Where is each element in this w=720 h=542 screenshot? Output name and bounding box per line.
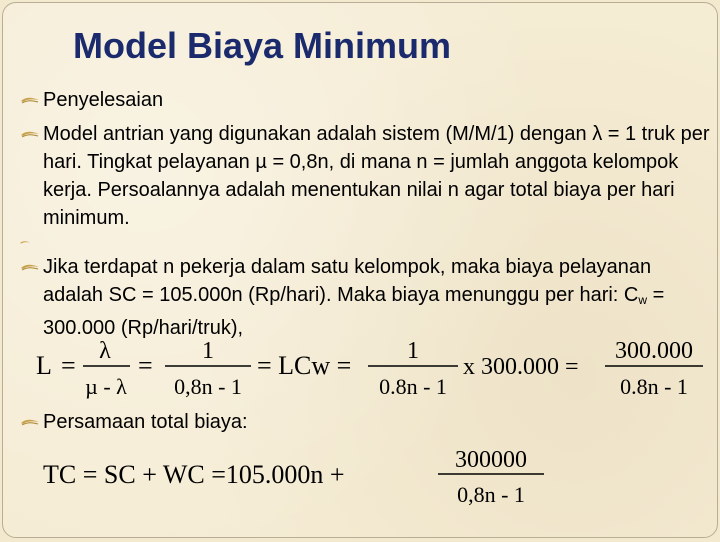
formula-lcw: = LCw =	[257, 351, 352, 380]
fraction2-denominator: 0,8n - 1	[174, 374, 242, 399]
fraction-tc-denominator: 0,8n - 1	[457, 482, 525, 507]
bullet-icon	[19, 239, 31, 247]
formula-total-cost	[41, 443, 561, 513]
bullet-icon	[19, 94, 41, 108]
bullet-icon	[19, 261, 41, 275]
bullet-text: Persamaan total biaya:	[43, 411, 248, 433]
bullet-icon	[19, 128, 41, 142]
bullet-text-end: = 300.000 (Rp/hari/truk),	[43, 284, 665, 339]
slide	[2, 2, 718, 538]
fraction3-denominator: 0.8n - 1	[379, 374, 447, 399]
subscript-w: w	[638, 293, 648, 307]
formula-equals-2: =	[138, 351, 153, 380]
bullet-text: Penyelesaian	[43, 89, 164, 111]
fraction4-denominator: 0.8n - 1	[620, 374, 688, 399]
bullet-empty	[19, 228, 689, 248]
formula-times: x 300.000 =	[463, 354, 579, 380]
bullet-text: Jika terdapat n pekerja dalam satu kelompok, maka biaya pelayanan adalah SC = 105.000n (Rp/hari). Maka biaya menunggu per hari: C	[43, 256, 652, 306]
bullet-persamaan	[19, 408, 689, 436]
fraction-tc-numerator: 300000	[455, 447, 527, 473]
fraction1-numerator: λ	[99, 338, 111, 364]
bullet-icon	[19, 416, 41, 430]
formula-equals: =	[61, 351, 76, 380]
page-title: Model Biaya Minimum	[73, 25, 452, 66]
bullet-penyelesaian	[19, 86, 689, 114]
fraction3-numerator: 1	[407, 338, 419, 364]
formula-queue-length	[33, 333, 713, 403]
formula-tc-lhs: TC = SC + WC =105.000n +	[43, 460, 345, 489]
bullet-jika	[19, 253, 713, 342]
bullet-model-antrian	[19, 120, 713, 232]
fraction4-numerator: 300.000	[615, 338, 693, 364]
bullet-text: Model antrian yang digunakan adalah sistem (M/M/1) dengan λ = 1 truk per hari. Tingkat pelayanan µ = 0,8n, di mana n = jumlah anggota kelompok kerja. Persoalannya adalah menentukan nilai n agar total biaya per hari minimum.	[43, 123, 710, 229]
fraction2-numerator: 1	[202, 338, 214, 364]
fraction1-denominator: µ - λ	[85, 374, 127, 399]
formula-L: L	[36, 351, 52, 380]
